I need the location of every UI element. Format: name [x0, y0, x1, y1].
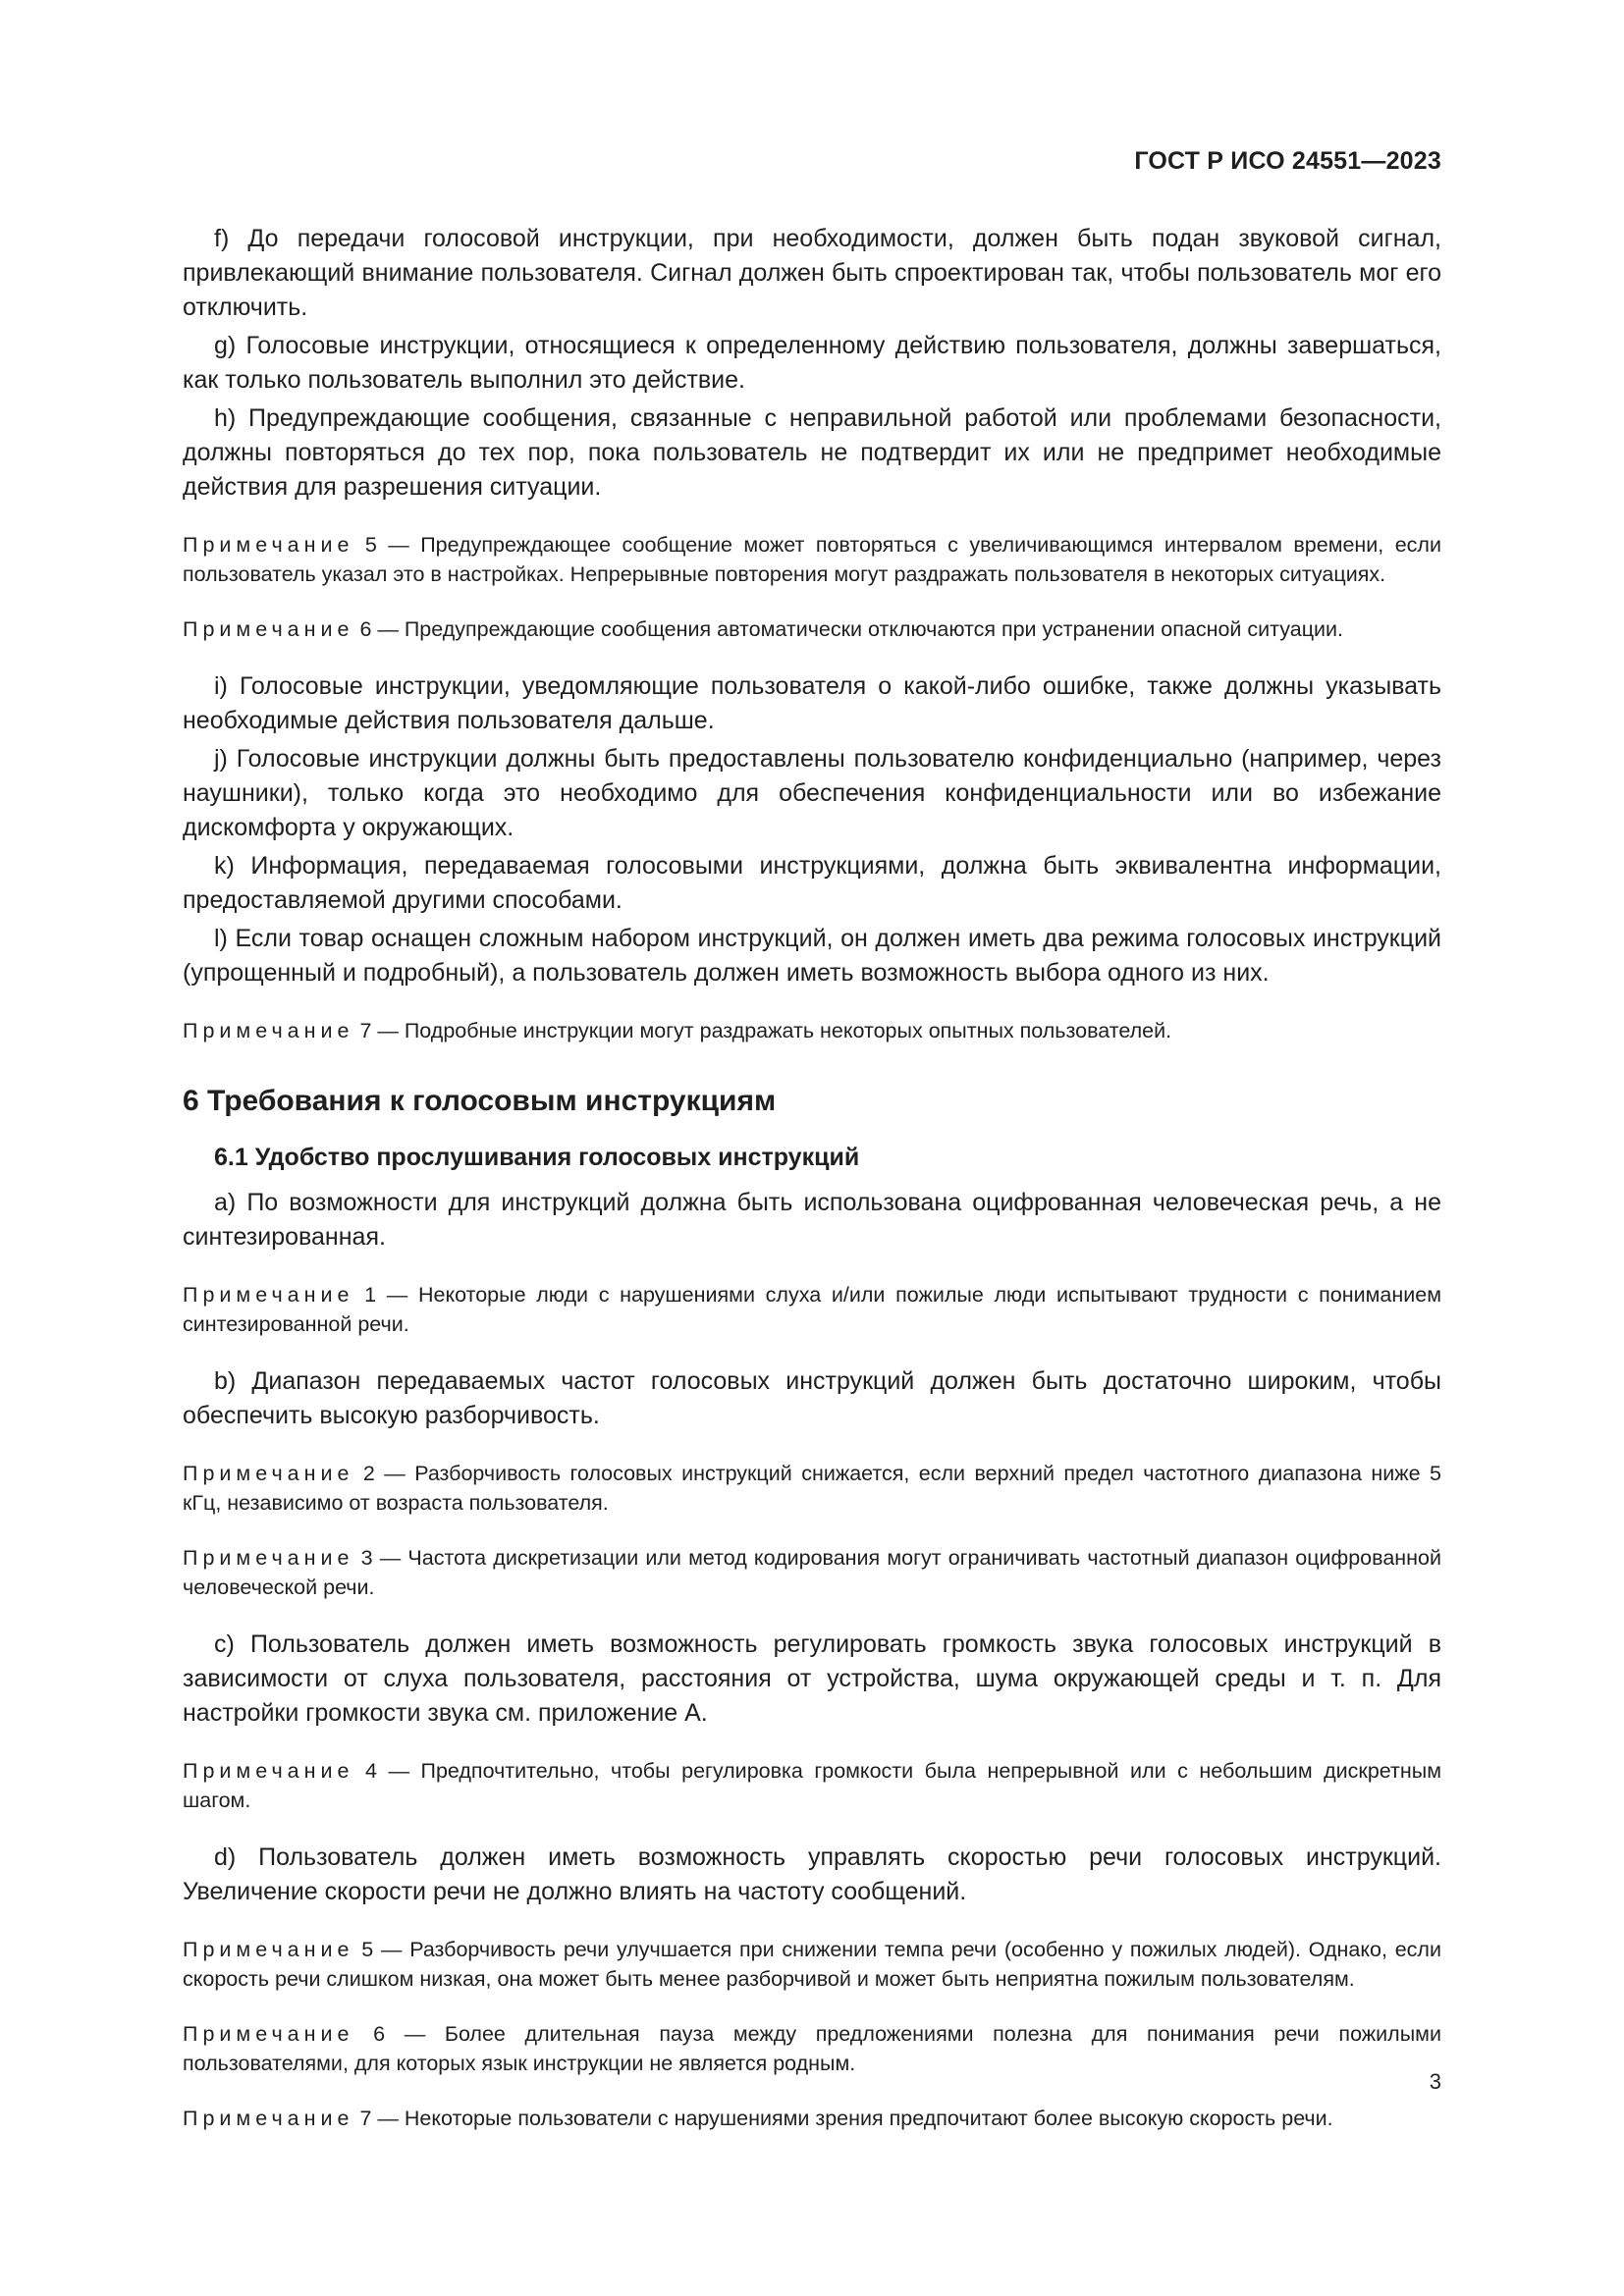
note-text: 1 — Некоторые люди с нарушениями слуха и/или пожилые люди испытывают трудности с пониманием синтезированной речи.: [183, 1283, 1441, 1336]
note-7b: [183, 2104, 1441, 2133]
note-5: [183, 530, 1441, 589]
note-1: [183, 1280, 1441, 1339]
note-text: 5 — Разборчивость речи улучшается при снижении темпа речи (особенно у пожилых людей). Однако, если скорость речи слишком низкая, она может быть менее разборчивой и может быть неприятна пожилым пользователям.: [183, 1938, 1441, 1991]
paragraph-l: l) Если товар оснащен сложным набором инструкций, он должен иметь два режима голосовых инструкций (упрощенный и подробный), а пользователь должен иметь возможность выбора одного из них.: [183, 925, 1441, 987]
document-page: [183, 0, 1441, 2296]
note-7: [183, 1016, 1441, 1045]
note-label: Примечание: [183, 1546, 354, 1570]
paragraph-b: b) Диапазон передаваемых частот голосовых инструкций должен быть достаточно широким, чтобы обеспечить высокую разборчивость.: [183, 1367, 1441, 1429]
note-text: 5 — Предупреждающее сообщение может повторяться с увеличивающимся интервалом времени, если пользователь указал это в настройках. Непрерывные повторения могут раздражать пользователя в некоторых ситуациях.: [183, 533, 1441, 586]
subsection-heading-6-1: 6.1 Удобство прослушивания голосовых инструкций: [214, 1144, 860, 1171]
paragraph-a: a) По возможности для инструкций должна быть использована оцифрованная человеческая речь, а не синтезированная.: [183, 1189, 1441, 1251]
paragraph-d: d) Пользователь должен иметь возможность управлять скоростью речи голосовых инструкций. Увеличение скорости речи не должно влиять на частоту сообщений.: [183, 1843, 1441, 1905]
note-4: [183, 1756, 1441, 1815]
note-6b: [183, 2019, 1441, 2078]
page-number: 3: [1429, 2069, 1441, 2094]
paragraph-i: i) Голосовые инструкции, уведомляющие пользователя о какой-либо ошибке, также должны указывать необходимые действия пользователя дальше.: [183, 672, 1441, 734]
document-code-header: ГОСТ Р ИСО 24551—2023: [1134, 147, 1441, 175]
note-label: Примечание: [183, 2107, 354, 2130]
paragraph-g: g) Голосовые инструкции, относящиеся к определенному действию пользователя, должны завершаться, как только пользователь выполнил это действие.: [183, 332, 1441, 394]
note-2: [183, 1459, 1441, 1518]
note-label: Примечание: [183, 1462, 354, 1485]
note-label: Примечание: [183, 1759, 354, 1783]
note-label: Примечание: [183, 2022, 354, 2046]
note-label: Примечание: [183, 1283, 354, 1307]
note-label: Примечание: [183, 617, 354, 641]
note-3: [183, 1543, 1441, 1602]
paragraph-j: j) Голосовые инструкции должны быть предоставлены пользователю конфиденциально (например, через наушники), только когда это необходимо для обеспечения конфиденциальности или во избежание дискомфорта у окружающих.: [183, 745, 1441, 841]
note-text: 3 — Частота дискретизации или метод кодирования могут ограничивать частотный диапазон оцифрованной человеческой речи.: [183, 1546, 1441, 1599]
note-text: 2 — Разборчивость голосовых инструкций снижается, если верхний предел частотного диапазона ниже 5 кГц, независимо от возраста пользователя.: [183, 1462, 1441, 1515]
document-body: [183, 222, 1441, 2159]
note-text: 4 — Предпочтительно, чтобы регулировка громкости была непрерывной или с небольшим дискретным шагом.: [183, 1759, 1441, 1812]
note-6: [183, 614, 1441, 644]
paragraph-f: f) До передачи голосовой инструкции, при необходимости, должен быть подан звуковой сигнал, привлекающий внимание пользователя. Сигнал должен быть спроектирован так, чтобы пользователь мог его отключить.: [183, 225, 1441, 321]
note-5b: [183, 1935, 1441, 1994]
paragraph-c: c) Пользователь должен иметь возможность регулировать громкость звука голосовых инструкций в зависимости от слуха пользователя, расстояния от устройства, шума окружающей среды и т. п. Для настройки громкости звука см. приложение А.: [183, 1630, 1441, 1727]
note-label: Примечание: [183, 1019, 354, 1042]
note-text: 7 — Подробные инструкции могут раздражать некоторых опытных пользователей.: [359, 1019, 1172, 1042]
note-label: Примечание: [183, 533, 354, 557]
note-text: 6 — Более длительная пауза между предложениями полезна для понимания речи пожилыми пользователями, для которых язык инструкции не является родным.: [183, 2022, 1441, 2075]
section-heading-6: 6 Требования к голосовым инструкциям: [183, 1085, 777, 1117]
note-text: 6 — Предупреждающие сообщения автоматически отключаются при устранении опасной ситуации.: [359, 617, 1344, 641]
note-label: Примечание: [183, 1938, 354, 1961]
note-text: 7 — Некоторые пользователи с нарушениями зрения предпочитают более высокую скорость речи.: [359, 2107, 1333, 2130]
paragraph-k: k) Информация, передаваемая голосовыми инструкциями, должна быть эквивалентна информации, предоставляемой другими способами.: [183, 852, 1441, 914]
paragraph-h: h) Предупреждающие сообщения, связанные с неправильной работой или проблемами безопасности, должны повторяться до тех пор, пока пользователь не подтвердит их или не предпримет необходимые действия для разрешения ситуации.: [183, 404, 1441, 501]
